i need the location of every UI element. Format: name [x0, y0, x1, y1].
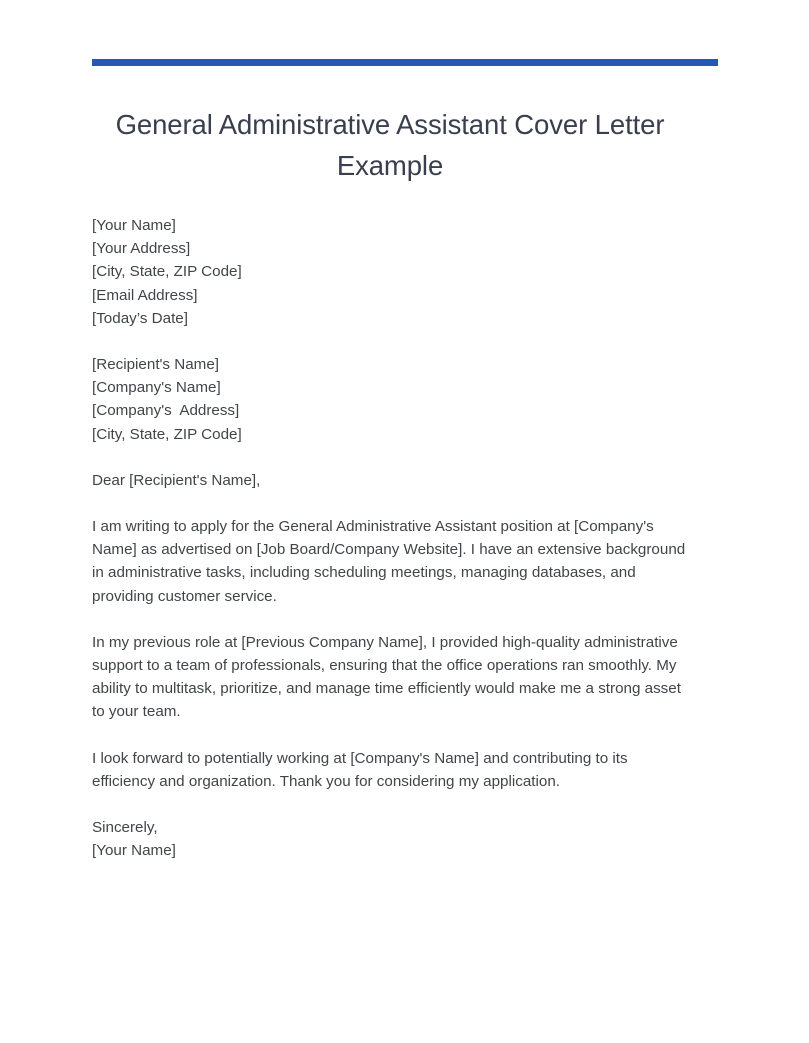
sender-line-date: [Today’s Date] [92, 309, 188, 327]
recipient-line-city: [City, State, ZIP Code] [92, 425, 242, 443]
recipient-line-company-name: [Company's Name] [92, 379, 221, 397]
sender-line-name: [Your Name] [92, 217, 176, 234]
sender-line-email: [Email Address] [92, 286, 198, 304]
sender-line-address: [Your Address] [92, 240, 191, 258]
salutation: Dear [Recipient's Name], [92, 471, 261, 489]
closing-signature: [Your Name] [92, 842, 176, 860]
sender-line-city: [City, State, ZIP Code] [92, 263, 242, 281]
recipient-line-name: [Recipient's Name] [92, 356, 219, 374]
recipient-address-block [92, 353, 688, 446]
sender-address-block [92, 214, 688, 330]
document-content [92, 0, 718, 862]
body-paragraph-1: I am writing to apply for the General Administrative Assistant position at [Company's Name] as advertised on [Job Board/Company Website]. I have an extensive background in administrative tasks, including scheduling meetings, managing databases, and providing customer service. [92, 518, 686, 605]
header-accent-rule [92, 59, 718, 66]
closing-block [92, 816, 688, 862]
cover-letter-body [92, 214, 688, 862]
page-title: General Administrative Assistant Cover Letter Example [115, 109, 665, 181]
body-paragraph-3: I look forward to potentially working at [Company's Name] and contributing to its efficiency and organization. Thank you for considering my application. [92, 749, 628, 790]
closing-salutation: Sincerely, [92, 819, 158, 837]
body-paragraph-2: In my previous role at [Previous Company Name], I provided high-quality administrative support to a team of professionals, ensuring that the office operations ran smoothly. My ability to multitask, prioritize, and manage time efficiently would make me a strong asset to your team. [92, 633, 681, 721]
recipient-line-company-address: [Company's Address] [92, 402, 240, 420]
